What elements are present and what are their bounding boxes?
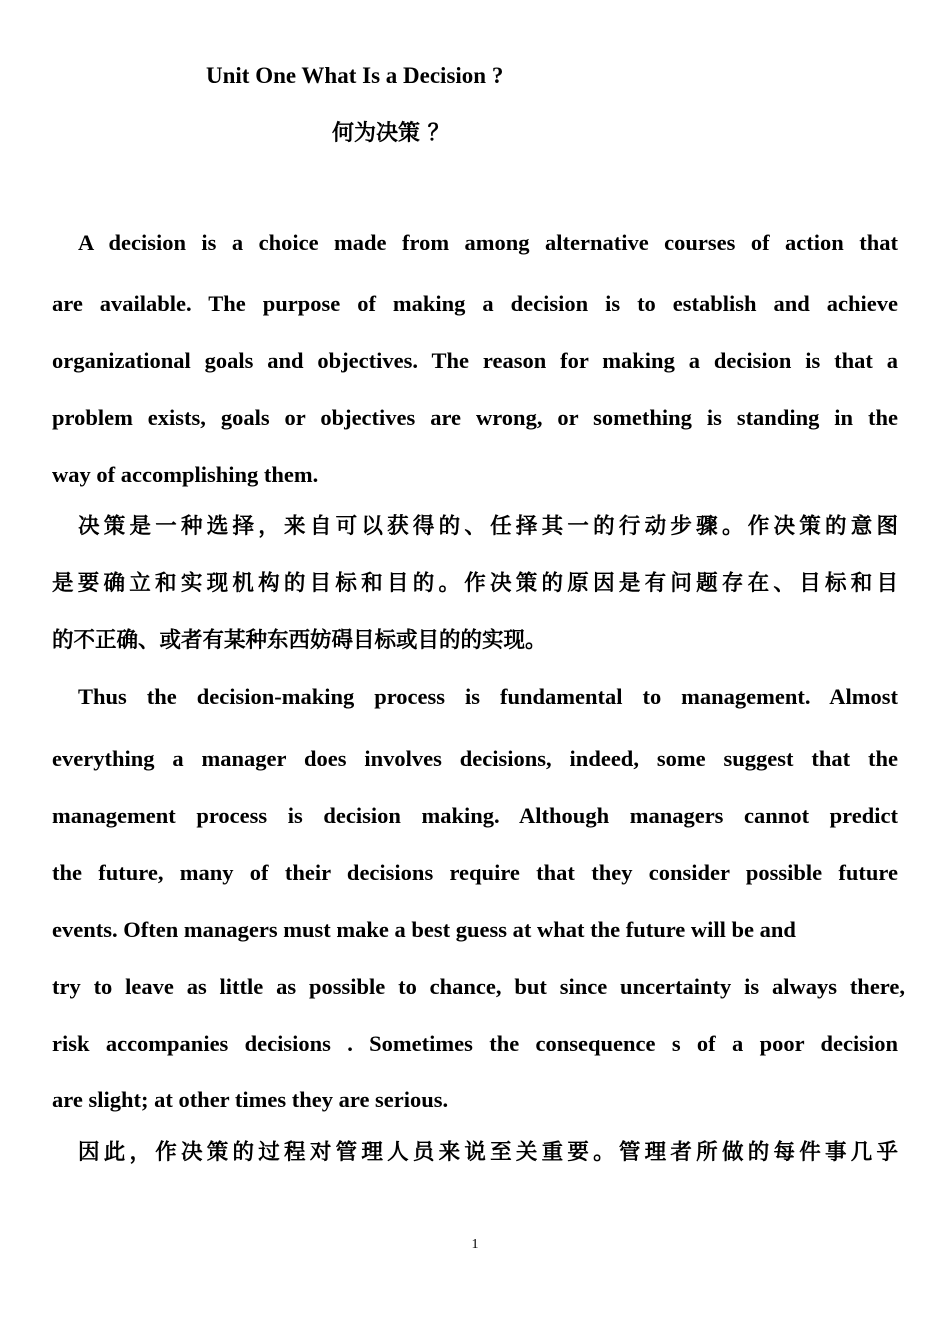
paragraph-line: Thus the decision-making process is fundamental to management. Almost: [78, 684, 898, 709]
paragraph-line: organizational goals and objectives. The reason for making a decision is that a: [52, 348, 898, 373]
paragraph-line: are available. The purpose of making a decision is to establish and achieve: [52, 291, 898, 316]
paragraph-line: are slight; at other times they are serious.: [52, 1087, 449, 1112]
paragraph-line: A decision is a choice made from among alternative courses of action that: [78, 230, 898, 255]
paragraph-line: events. Often managers must make a best guess at what the future will be and: [52, 917, 796, 942]
paragraph-line: problem exists, goals or objectives are wrong, or something is standing in the: [52, 405, 898, 430]
document-title-chinese: 何为决策 ？: [332, 121, 450, 146]
chinese-paragraph-line: 的不正确、或者有某种东西妨碍目标或目的的实现。: [52, 628, 547, 653]
paragraph-line: way of accomplishing them.: [52, 462, 319, 487]
paragraph-line: the future, many of their decisions require that they consider possible future: [52, 860, 898, 885]
paragraph-line: risk accompanies decisions . Sometimes the consequence s of a poor decision: [52, 1031, 898, 1056]
paragraph-line: management process is decision making. Although managers cannot predict: [52, 803, 898, 828]
paragraph-line: try to leave as little as possible to chance, but since uncertainty is always there,: [52, 974, 905, 999]
chinese-paragraph-line: 是要确立和实现机构的目标和目的。作决策的原因是有问题存在、目标和目: [52, 571, 898, 596]
page-number: 1: [471, 1237, 479, 1252]
chinese-paragraph-line: 因此，作决策的过程对管理人员来说至关重要。管理者所做的每件事几乎: [78, 1140, 898, 1165]
document-title-english: Unit One What Is a Decision ?: [206, 63, 504, 88]
chinese-paragraph-line: 决策是一种选择，来自可以获得的、任择其一的行动步骤。作决策的意图: [78, 514, 898, 539]
paragraph-line: everything a manager does involves decisions, indeed, some suggest that the: [52, 746, 898, 771]
